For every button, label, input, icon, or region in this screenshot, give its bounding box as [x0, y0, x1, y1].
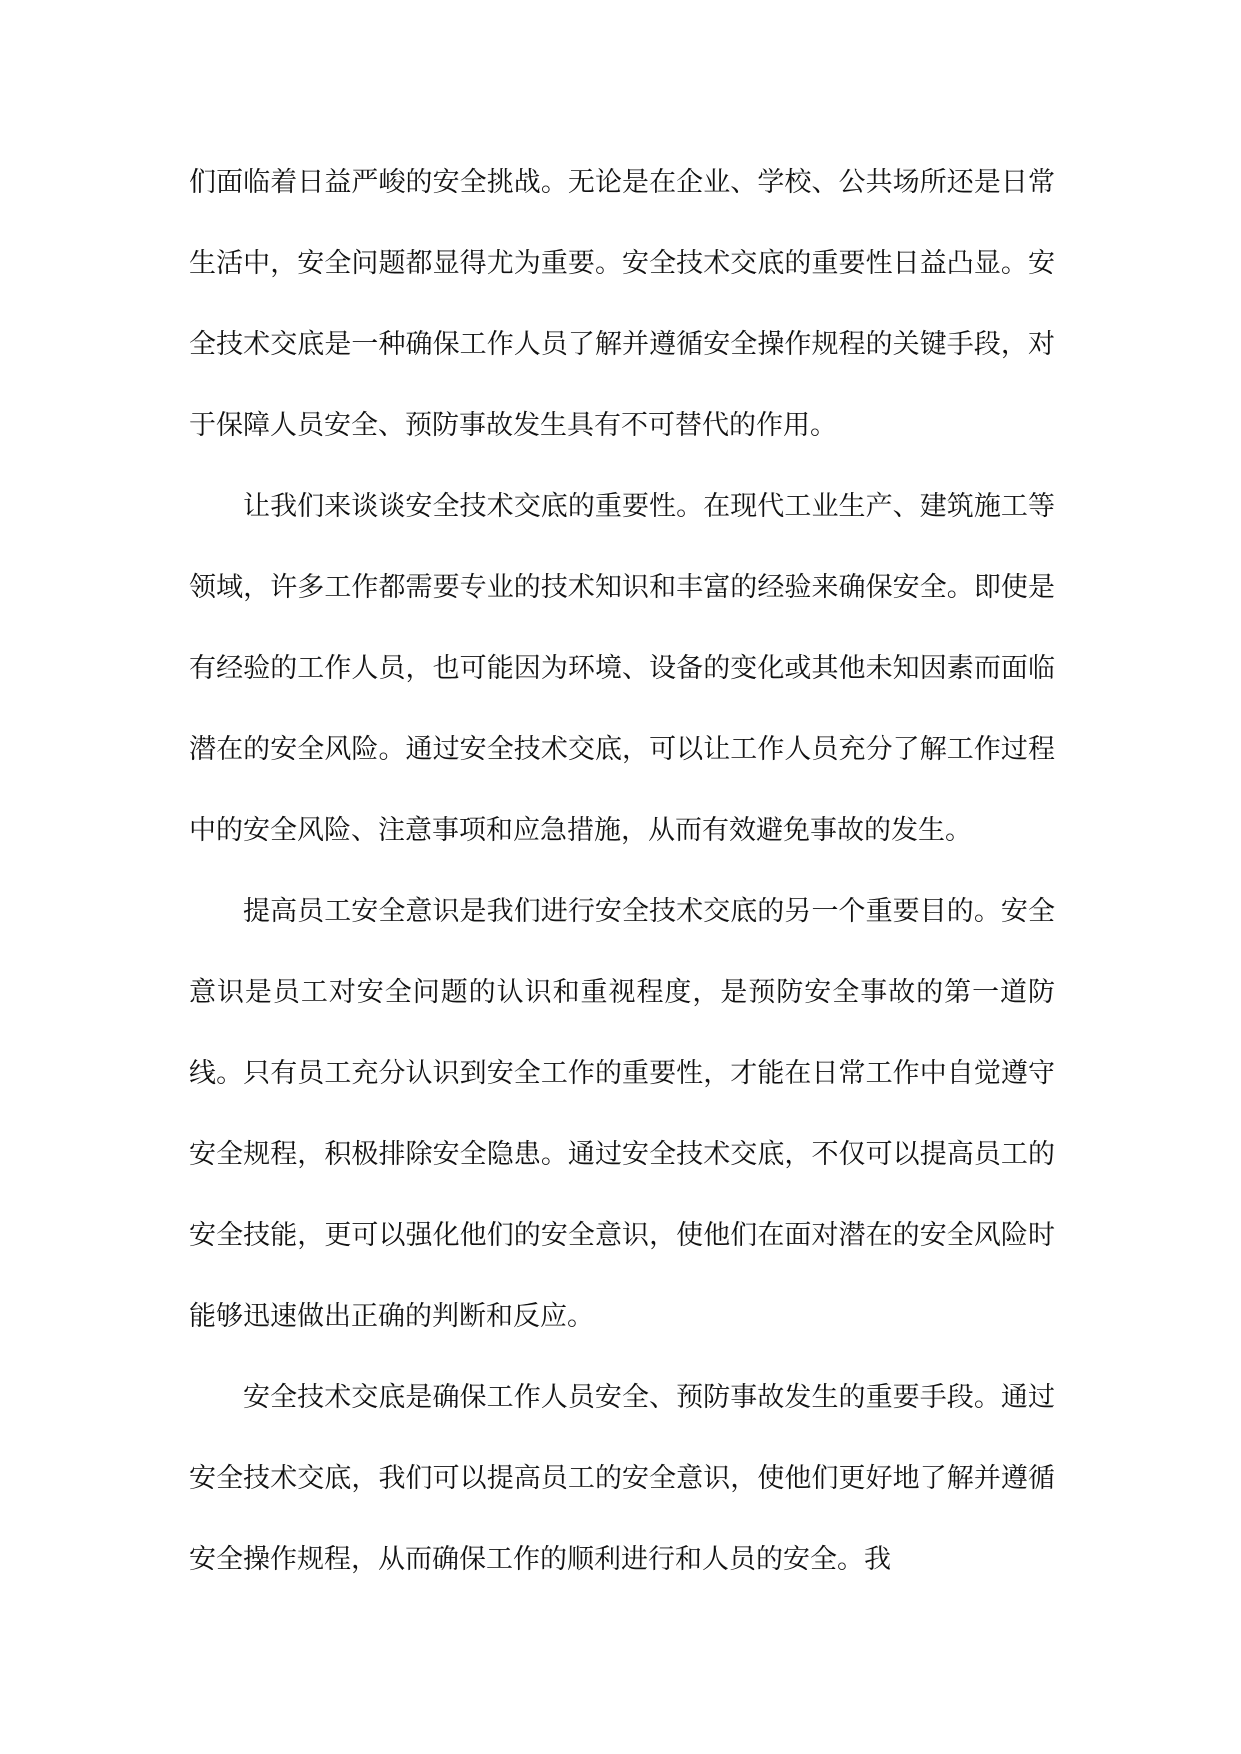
- paragraph-summary: 安全技术交底是确保工作人员安全、预防事故发生的重要手段。通过安全技术交底，我们可以提高员工的安全意识，使他们更好地了解并遵循安全操作规程，从而确保工作的顺利进行和人员的安全。我: [189, 1382, 1055, 1575]
- document-body: [189, 142, 1055, 1600]
- paragraph-importance: 让我们来谈谈安全技术交底的重要性。在现代工业生产、建筑施工等领域，许多工作都需要专业的技术知识和丰富的经验来确保安全。即使是有经验的工作人员，也可能因为环境、设备的变化或其他未知因素而面临潜在的安全风险。通过安全技术交底，可以让工作人员充分了解工作过程中的安全风险、注意事项和应急措施，从而有效避免事故的发生。: [189, 491, 1055, 846]
- paragraph-continuation: 们面临着日益严峻的安全挑战。无论是在企业、学校、公共场所还是日常生活中，安全问题都显得尤为重要。安全技术交底的重要性日益凸显。安全技术交底是一种确保工作人员了解并遵循安全操作规程的关键手段，对于保障人员安全、预防事故发生具有不可替代的作用。: [189, 167, 1055, 441]
- paragraph-awareness: 提高员工安全意识是我们进行安全技术交底的另一个重要目的。安全意识是员工对安全问题的认识和重视程度，是预防安全事故的第一道防线。只有员工充分认识到安全工作的重要性，才能在日常工作中自觉遵守安全规程，积极排除安全隐患。通过安全技术交底，不仅可以提高员工的安全技能，更可以强化他们的安全意识，使他们在面对潜在的安全风险时能够迅速做出正确的判断和反应。: [189, 896, 1055, 1332]
